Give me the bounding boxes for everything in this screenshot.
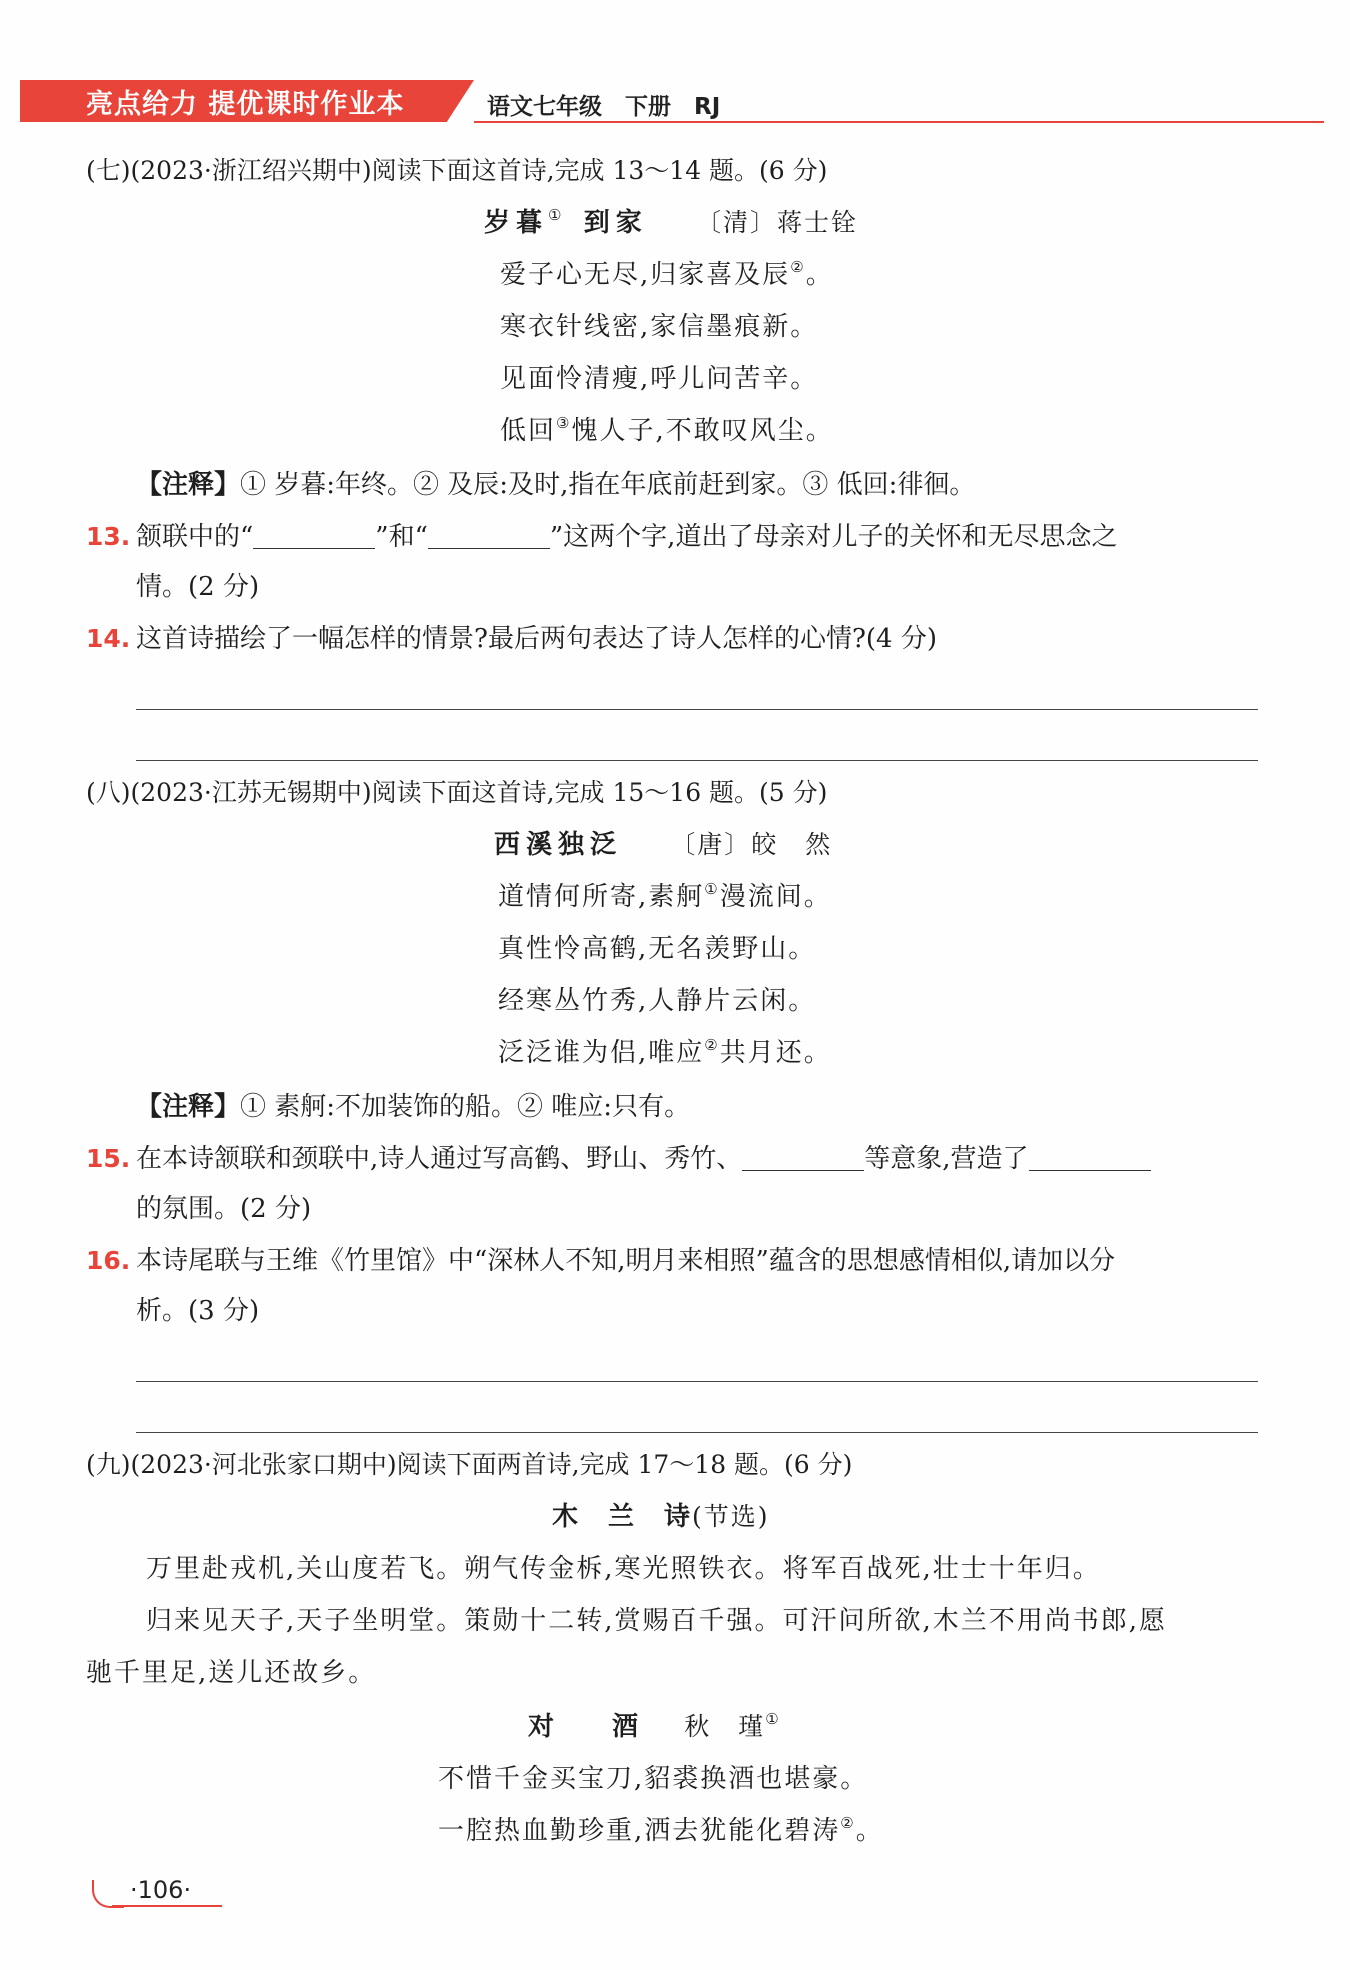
question-16-text-line-2: 析。(3 分) [136,1296,260,1326]
poem-3-title-suffix: (节选) [692,1502,770,1531]
question-13-number: 13. [86,522,131,551]
page-number: ·106· [130,1876,192,1904]
question-16-text: 本诗尾联与王维《竹里馆》中“深林人不知,明月来相照”蕴含的思想感情相似,请加以分 [136,1246,1116,1276]
poem-3-para-2-line-1: 归来见天子,天子坐明堂。策勋十二转,赏赐百千强。可汗问所欲,木兰不用尚书郎,愿 [146,1606,1168,1636]
poem-2-heading [494,830,832,860]
question-13-text: 颔联中的“ ”和“ ”这两个字,道出了母亲对儿子的关怀和无尽思念之 [136,522,1118,552]
poem-4-line-1: 不惜千金买宝刀,貂裘换酒也堪豪。 [438,1764,869,1794]
poem-3-heading [552,1502,770,1532]
section-9-title: (九)(2023·河北张家口期中)阅读下面两首诗,完成 17～18 题。(6 分) [86,1450,853,1479]
question-15-number: 15. [86,1144,131,1173]
poem-1-line-3: 见面怜清瘦,呼儿问苦辛。 [500,364,819,394]
poem-1-title-rest: 到家 [583,208,648,238]
q16-answer-line-2[interactable] [136,1432,1258,1433]
poem-1-heading [484,208,858,238]
poem-4-line-2: 一腔热血勤珍重,洒去犹能化碧涛②。 [438,1814,884,1846]
question-15-text-line-2: 的氛围。(2 分) [136,1194,312,1224]
poem-2-line-1: 道情何所寄,素舸①漫流间。 [498,880,832,912]
header-rule [474,121,1324,123]
poem-1-notes: 【注释】① 岁暮:年终。② 及辰:及时,指在年底前赶到家。③ 低回:徘徊。 [136,470,976,500]
q15-blank-1[interactable] [742,1144,864,1171]
question-14-number: 14. [86,624,131,653]
header-brand: 亮点给力 提优课时作业本 [86,89,405,120]
poem-2-title: 西溪独泛 [494,830,623,860]
section-8-title: (八)(2023·江苏无锡期中)阅读下面这首诗,完成 15～16 题。(5 分) [86,778,828,807]
question-13-text-line-2: 情。(2 分) [136,572,260,602]
poem-1-line-1: 爱子心无尽,归家喜及辰②。 [500,258,834,290]
poem-4-heading [528,1712,779,1742]
question-15-text: 在本诗颔联和颈联中,诗人通过写高鹤、野山、秀竹、 等意象,营造了 [136,1144,1151,1174]
footer-rule [112,1905,222,1907]
poem-2-line-4: 泛泛谁为侣,唯应②共月还。 [498,1036,832,1068]
q14-answer-line-2[interactable] [136,760,1258,761]
question-16-number: 16. [86,1246,131,1275]
question-14-text: 这首诗描绘了一幅怎样的情景?最后两句表达了诗人怎样的心情?(4 分) [136,624,937,654]
poem-2-author: 〔唐〕皎 然 [670,830,833,859]
q16-answer-line-1[interactable] [136,1381,1258,1382]
poem-2-notes: 【注释】① 素舸:不加装饰的船。② 唯应:只有。 [136,1092,691,1122]
q15-blank-2[interactable] [1029,1144,1151,1171]
poem-4-author-note: ① [765,1710,779,1728]
poem-1-author: 〔清〕蒋士铨 [696,208,859,237]
poem-1-line-2: 寒衣针线密,家信墨痕新。 [500,312,819,342]
poem-3-para-2-line-2: 驰千里足,送儿还故乡。 [86,1658,377,1688]
poem-2-line-2: 真性怜高鹤,无名羡野山。 [498,934,817,964]
poem-1-title: 岁暮 [484,208,549,238]
poem-3-para-1: 万里赴戎机,关山度若飞。朔气传金柝,寒光照铁衣。将军百战死,壮士十年归。 [146,1554,1101,1584]
poem-4-author: 秋 瑾 [684,1712,766,1741]
poem-2-line-3: 经寒丛竹秀,人静片云闲。 [498,986,817,1016]
poem-3-title: 木 兰 诗 [552,1502,693,1532]
q13-blank-1[interactable] [253,522,375,549]
poem-4-title: 对 酒 [528,1712,641,1742]
q13-blank-2[interactable] [428,522,550,549]
footer-ornament [92,1880,124,1908]
q14-answer-line-1[interactable] [136,709,1258,710]
poem-1-title-note: ① [548,206,562,224]
header-subject: 语文七年级 下册 RJ [487,94,721,120]
poem-1-line-4: 低回③愧人子,不敢叹风尘。 [500,414,834,446]
section-7-title: (七)(2023·浙江绍兴期中)阅读下面这首诗,完成 13～14 题。(6 分) [86,156,828,185]
